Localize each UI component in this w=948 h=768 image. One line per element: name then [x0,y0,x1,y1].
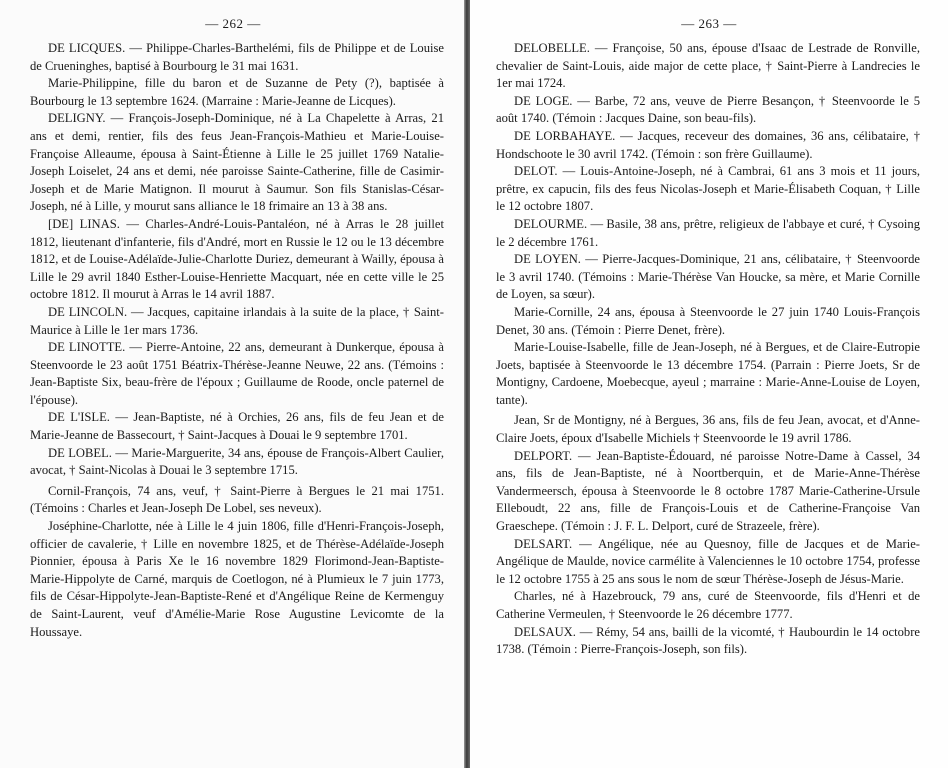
entry-paragraph: DELOBELLE. — Françoise, 50 ans, épouse d'Isaac de Lestrade de Ronville, chevalier de Saint-Louis, aide major de cette place, † Saint-Pierre à Landrecies le 1er mai 1724. [496,41,920,91]
page-number: — 263 — [681,16,737,31]
entry-paragraph: Marie-Louise-Isabelle, fille de Jean-Joseph, né à Bergues, et de Claire-Eutropie Joets, baptisée à Steenvoorde le 13 décembre 1754. (Parrain : Pierre Joets, Sr de Montigny, Cardoene, Moebecque, ayeul ; marraine : Marie-Anne-Louise de Loyen, tante). [496,340,920,407]
entry-paragraph: Joséphine-Charlotte, née à Lille le 4 juin 1806, fille d'Henri-François-Joseph, officier de cavalerie, † Lille en novembre 1825, et de Thérèse-Adélaïde-Joseph Pionnier, épousa à Paris Xe le 16 novembre 1829 Florimond-Jean-Baptiste-Marie-Hippolyte de Carné, marquis de Coetlogon, né à Plumieux le 7 juin 1773, fils de César-Hippolyte-Jean-Baptiste-René et d'Angélique Reine de Kermenguy de Saint-Laurent, veuf d'Amélie-Marie Rose Augustine Levicomte de la Houssaye. [30,519,444,639]
entry-paragraph: DE LINCOLN. — Jacques, capitaine irlandais à la suite de la place, † Saint-Maurice à Lille le 1er mars 1736. [30,304,444,337]
entry-paragraph: DELIGNY. — François-Joseph-Dominique, né à La Chapelette à Arras, 21 ans et demi, rentier, fils des feus Jean-François-Mathieu et Marie-Louise-Françoise Alleaume, épousa à Saint-Étienne à Lille le 25 juillet 1769 Natalie-Joseph Loiselet, 24 ans et demi, née paroisse Sainte-Catherine, fille de Casimir-Joseph et de Marie Matignon. Il mourut à Saumur. Son fils Stanislas-César-Joseph, né à Lille, y mourut sans alliance le 18 frimaire an 13 à 38 ans. [30,111,444,214]
entry-paragraph: Jean, Sr de Montigny, né à Bergues, 36 ans, fils de feu Jean, avocat, et d'Anne-Claire Joets, époux d'Isabelle Michiels † Steenvoorde le 19 avril 1786. [496,413,920,446]
entry-paragraph: [DE] LINAS. — Charles-André-Louis-Pantaléon, né à Arras le 28 juillet 1812, lieutenant d'infanterie, fils d'André, mort en Russie le 12 ou le 13 décembre 1812, et de Louise-Adélaïde-Julie-Charlotte Duriez, demeurant à Wailly, épousa à Lille le 29 avril 1840 Esther-Louise-Henriette Macquart, née en cette ville le 25 octobre 1812. Il mourut à Arras le 14 avril 1887. [30,216,444,302]
entry-paragraph: DE LICQUES. — Philippe-Charles-Barthelémi, fils de Philippe et de Louise de Crueninghes, baptisé à Bourbourg le 31 mai 1631. [30,41,444,73]
entry-paragraph: DE L'ISLE. — Jean-Baptiste, né à Orchies, 26 ans, fils de feu Jean et de Marie-Jeanne de Bassecourt, † Saint-Jacques à Douai le 9 septembre 1701. [30,410,444,443]
text-column [496,40,920,659]
entry-paragraph: DE LOGE. — Barbe, 72 ans, veuve de Pierre Besançon, † Steenvoorde le 5 août 1740. (Témoin : Jacques Daine, son beau-fils). [496,93,920,126]
page-number: — 262 — [205,16,261,31]
right-page [470,0,948,768]
entry-paragraph: Cornil-François, 74 ans, veuf, † Saint-Pierre à Bergues le 21 mai 1751. (Témoins : Charles et Jean-Joseph De Lobel, ses neveux). [30,483,444,516]
entry-paragraph: Charles, né à Hazebrouck, 79 ans, curé de Steenvoorde, fils d'Henri et de Catherine Vermeulen, † Steenvoorde le 26 décembre 1777. [496,589,920,621]
entry-paragraph: DE LINOTTE. — Pierre-Antoine, 22 ans, demeurant à Dunkerque, épousa à Steenvoorde le 23 août 1751 Béatrix-Thérèse-Jeanne Neuwe, 22 ans. (Témoins : Jean-Baptiste Six, beau-frère de l'époux ; Guillaume de Roode, oncle paternel de l'épouse). [30,340,444,407]
entry-paragraph: DELSAUX. — Rémy, 54 ans, bailli de la vicomté, † Haubourdin le 14 octobre 1738. (Témoin : Pierre-François-Joseph, son fils). [496,624,920,657]
entry-paragraph: DE LOYEN. — Pierre-Jacques-Dominique, 21 ans, célibataire, † Steenvoorde le 3 avril 1740. (Témoins : Marie-Thérèse Van Houcke, sa mère, et Marie Cornille de Loyen, sa sœur). [496,252,920,302]
entry-paragraph: DELSART. — Angélique, née au Quesnoy, fille de Jacques et de Marie-Angélique de Maulde, novice carmélite à Valenciennes le 10 octobre 1754, professe le 12 octobre 1755 à 25 ans sous le nom de sœur Thérèse-Joseph de Jésus-Marie. [496,536,920,586]
entry-paragraph: DE LORBAHAYE. — Jacques, receveur des domaines, 36 ans, célibataire, † Hondschoote le 30 avril 1742. (Témoin : son frère Guillaume). [496,128,920,161]
entry-paragraph: DELOT. — Louis-Antoine-Joseph, né à Cambrai, 61 ans 3 mois et 11 jours, prêtre, ex capucin, fils des feus Nicolas-Joseph et Marie-Élisabeth Coquan, † Lille le 12 octobre 1807. [496,164,920,214]
left-page [0,0,466,768]
entry-paragraph: Marie-Cornille, 24 ans, épousa à Steenvoorde le 27 juin 1740 Louis-François Denet, 30 ans. (Témoin : Pierre Denet, frère). [496,304,920,337]
entry-paragraph: DELOURME. — Basile, 38 ans, prêtre, religieux de l'abbaye et curé, † Cysoing le 2 décembre 1761. [496,216,920,249]
entry-paragraph: DELPORT. — Jean-Baptiste-Édouard, né paroisse Notre-Dame à Cassel, 34 ans, fils de Jean-Baptiste, né à Noortberquin, et de Marie-Anne-Thérèse Vandermeersch, épousa à Steenvoorde le 8 octobre 1787 Marie-Catherine-Ursule Elleboudt, 22 ans, fille de François-Louis et de Catherine-Françoise Van Graeschepe. (Témoin : J. F. L. Delport, curé de Strazeele, frère). [496,448,920,534]
text-column [30,40,444,641]
entry-paragraph: Marie-Philippine, fille du baron et de Suzanne de Pety (?), baptisée à Bourbourg le 13 septembre 1624. (Marraine : Marie-Jeanne de Licques). [30,76,444,108]
entry-paragraph: DE LOBEL. — Marie-Marguerite, 34 ans, épouse de François-Albert Caulier, avocat, † Saint-Nicolas à Douai le 3 septembre 1715. [30,445,444,478]
